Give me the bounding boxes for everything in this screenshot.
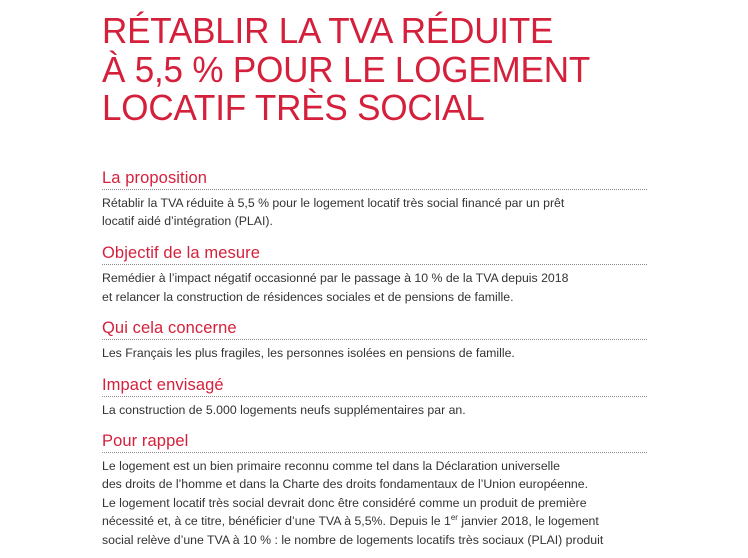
section-text	[102, 269, 647, 306]
text-line: Remédier à l’impact négatif occasionné par le passage à 10 % de la TVA depuis 2018	[102, 271, 569, 286]
section-text	[102, 194, 647, 231]
section-concerne	[102, 319, 647, 362]
section-heading: Objectif de la mesure	[102, 244, 647, 265]
section-objectif	[102, 244, 647, 306]
document-page	[102, 0, 647, 549]
section-proposition	[102, 169, 647, 231]
text-line: Rétablir la TVA réduite à 5,5 % pour le logement locatif très social financé par un prêt	[102, 195, 565, 210]
text-line: La construction de 5.000 logements neufs supplémentaires par an.	[102, 402, 466, 417]
ordinal-superscript: er	[450, 513, 458, 523]
text-line: social relève d’une TVA à 10 % : le nombre de logements locatifs très sociaux (PLAI) produit	[102, 532, 604, 547]
text-line: locatif aidé d’intégration (PLAI).	[102, 213, 273, 228]
text-segment: nécessité et, à ce titre, bénéficier d’une TVA à 5,5%. Depuis le 1	[102, 514, 451, 529]
section-text	[102, 344, 647, 362]
title-line: LOCATIF TRÈS SOCIAL	[102, 87, 485, 128]
title-line: À 5,5 % POUR LE LOGEMENT	[102, 48, 591, 90]
section-heading: Pour rappel	[102, 432, 647, 453]
title-line: RÉTABLIR LA TVA RÉDUITE	[102, 10, 554, 51]
section-text	[102, 457, 647, 549]
text-line: Les Français les plus fragiles, les personnes isolées en pensions de famille.	[102, 346, 515, 361]
text-line: et relancer la construction de résidences sociales et de pensions de famille.	[102, 289, 514, 304]
section-heading: La proposition	[102, 169, 647, 190]
section-heading: Qui cela concerne	[102, 319, 647, 340]
page-title	[102, 12, 625, 128]
section-heading: Impact envisagé	[102, 376, 647, 397]
text-line: Le logement est un bien primaire reconnu comme tel dans la Déclaration universelle	[102, 458, 560, 473]
text-line	[102, 512, 647, 530]
section-text	[102, 401, 647, 419]
section-impact	[102, 376, 647, 419]
text-segment: janvier 2018, le logement	[457, 514, 599, 529]
text-line: Le logement locatif très social devrait donc être considéré comme un produit de première	[102, 495, 587, 510]
text-line: des droits de l’homme et dans la Charte des droits fondamentaux de l’Union européenne.	[102, 477, 589, 492]
section-rappel	[102, 432, 647, 549]
